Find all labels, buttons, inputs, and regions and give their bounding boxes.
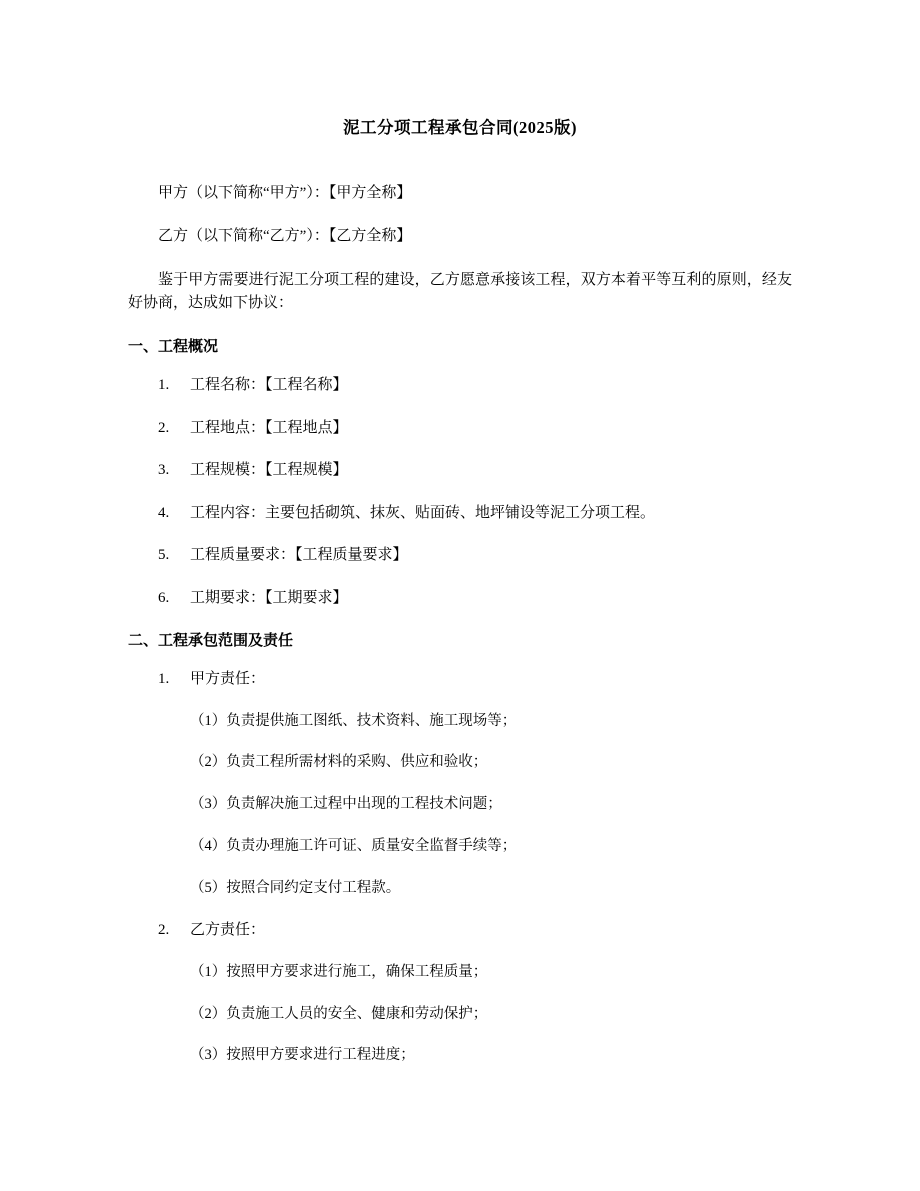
list-item [128,1045,792,1067]
list-item [128,502,792,525]
list-item-text: （3）负责解决施工过程中出现的工程技术问题； [190,796,502,812]
list-item-text: 乙方责任： [190,922,266,939]
list-item-text: （5）按照合同约定支付工程款。 [190,879,401,896]
list-item-marker: 6. [158,589,170,606]
list-item-text: 工程内容：主要包括砌筑、抹灰、贴面砖、地坪铺设等泥工分项工程。 [190,504,656,521]
list-item [128,668,792,691]
list-item-marker: 3. [158,462,170,478]
list-item-marker: 4. [158,504,170,521]
list-item-marker: 1. [158,377,170,393]
list-item [128,836,792,858]
list-item-text: （4）负责办理施工许可证、质量安全监督手续等； [190,837,517,854]
list-item [128,459,792,482]
list-item [128,1004,792,1026]
list-item [128,919,792,942]
section-items-list [128,668,792,1067]
list-item [128,878,792,900]
list-item-text: 工程名称：【工程名称】 [190,377,348,393]
list-item [128,962,792,984]
list-item [128,752,792,774]
list-item-text: 工程规模：【工程规模】 [190,462,348,478]
list-item-text: 工程地点：【工程地点】 [190,419,348,436]
list-item [128,587,792,610]
page-title: 泥工分项工程承包合同(2025版) [343,118,577,137]
section-scope-and-responsibility [128,629,792,1067]
section-project-overview [128,335,792,609]
list-item-text: 甲方责任： [190,671,266,687]
list-item-text: （1）负责提供施工图纸、技术资料、施工现场等； [190,712,517,729]
party-a-line: 甲方（以下简称“甲方”）：【甲方全称】 [158,185,412,201]
list-item-marker: 5. [158,547,170,563]
list-item-text: 工程质量要求：【工程质量要求】 [190,547,408,563]
list-item [128,544,792,567]
list-item-text: （3）按照甲方要求进行工程进度； [190,1047,415,1064]
list-item-text: （2）负责施工人员的安全、健康和劳动保护； [190,1005,488,1022]
list-item-marker: 2. [158,922,170,939]
preamble-paragraph: 鉴于甲方需要进行泥工分项工程的建设，乙方愿意承接该工程，双方本着平等互利的原则，经友好协商，达成如下协议： [128,271,792,311]
list-item [128,374,792,397]
list-item-text: （1）按照甲方要求进行施工，确保工程质量； [190,963,488,980]
party-b-line: 乙方（以下简称“乙方”）：【乙方全称】 [158,228,412,245]
list-item-marker: 1. [158,671,170,687]
list-item-text: （2）负责工程所需材料的采购、供应和验收； [190,754,488,771]
list-item [128,794,792,816]
section-items-list [128,374,792,609]
list-item-marker: 2. [158,419,170,436]
section-heading: 一、工程概况 [128,339,219,355]
list-item [128,417,792,440]
section-heading: 二、工程承包范围及责任 [128,633,294,649]
list-item-text: 工期要求：【工期要求】 [190,589,348,606]
list-item [128,711,792,733]
